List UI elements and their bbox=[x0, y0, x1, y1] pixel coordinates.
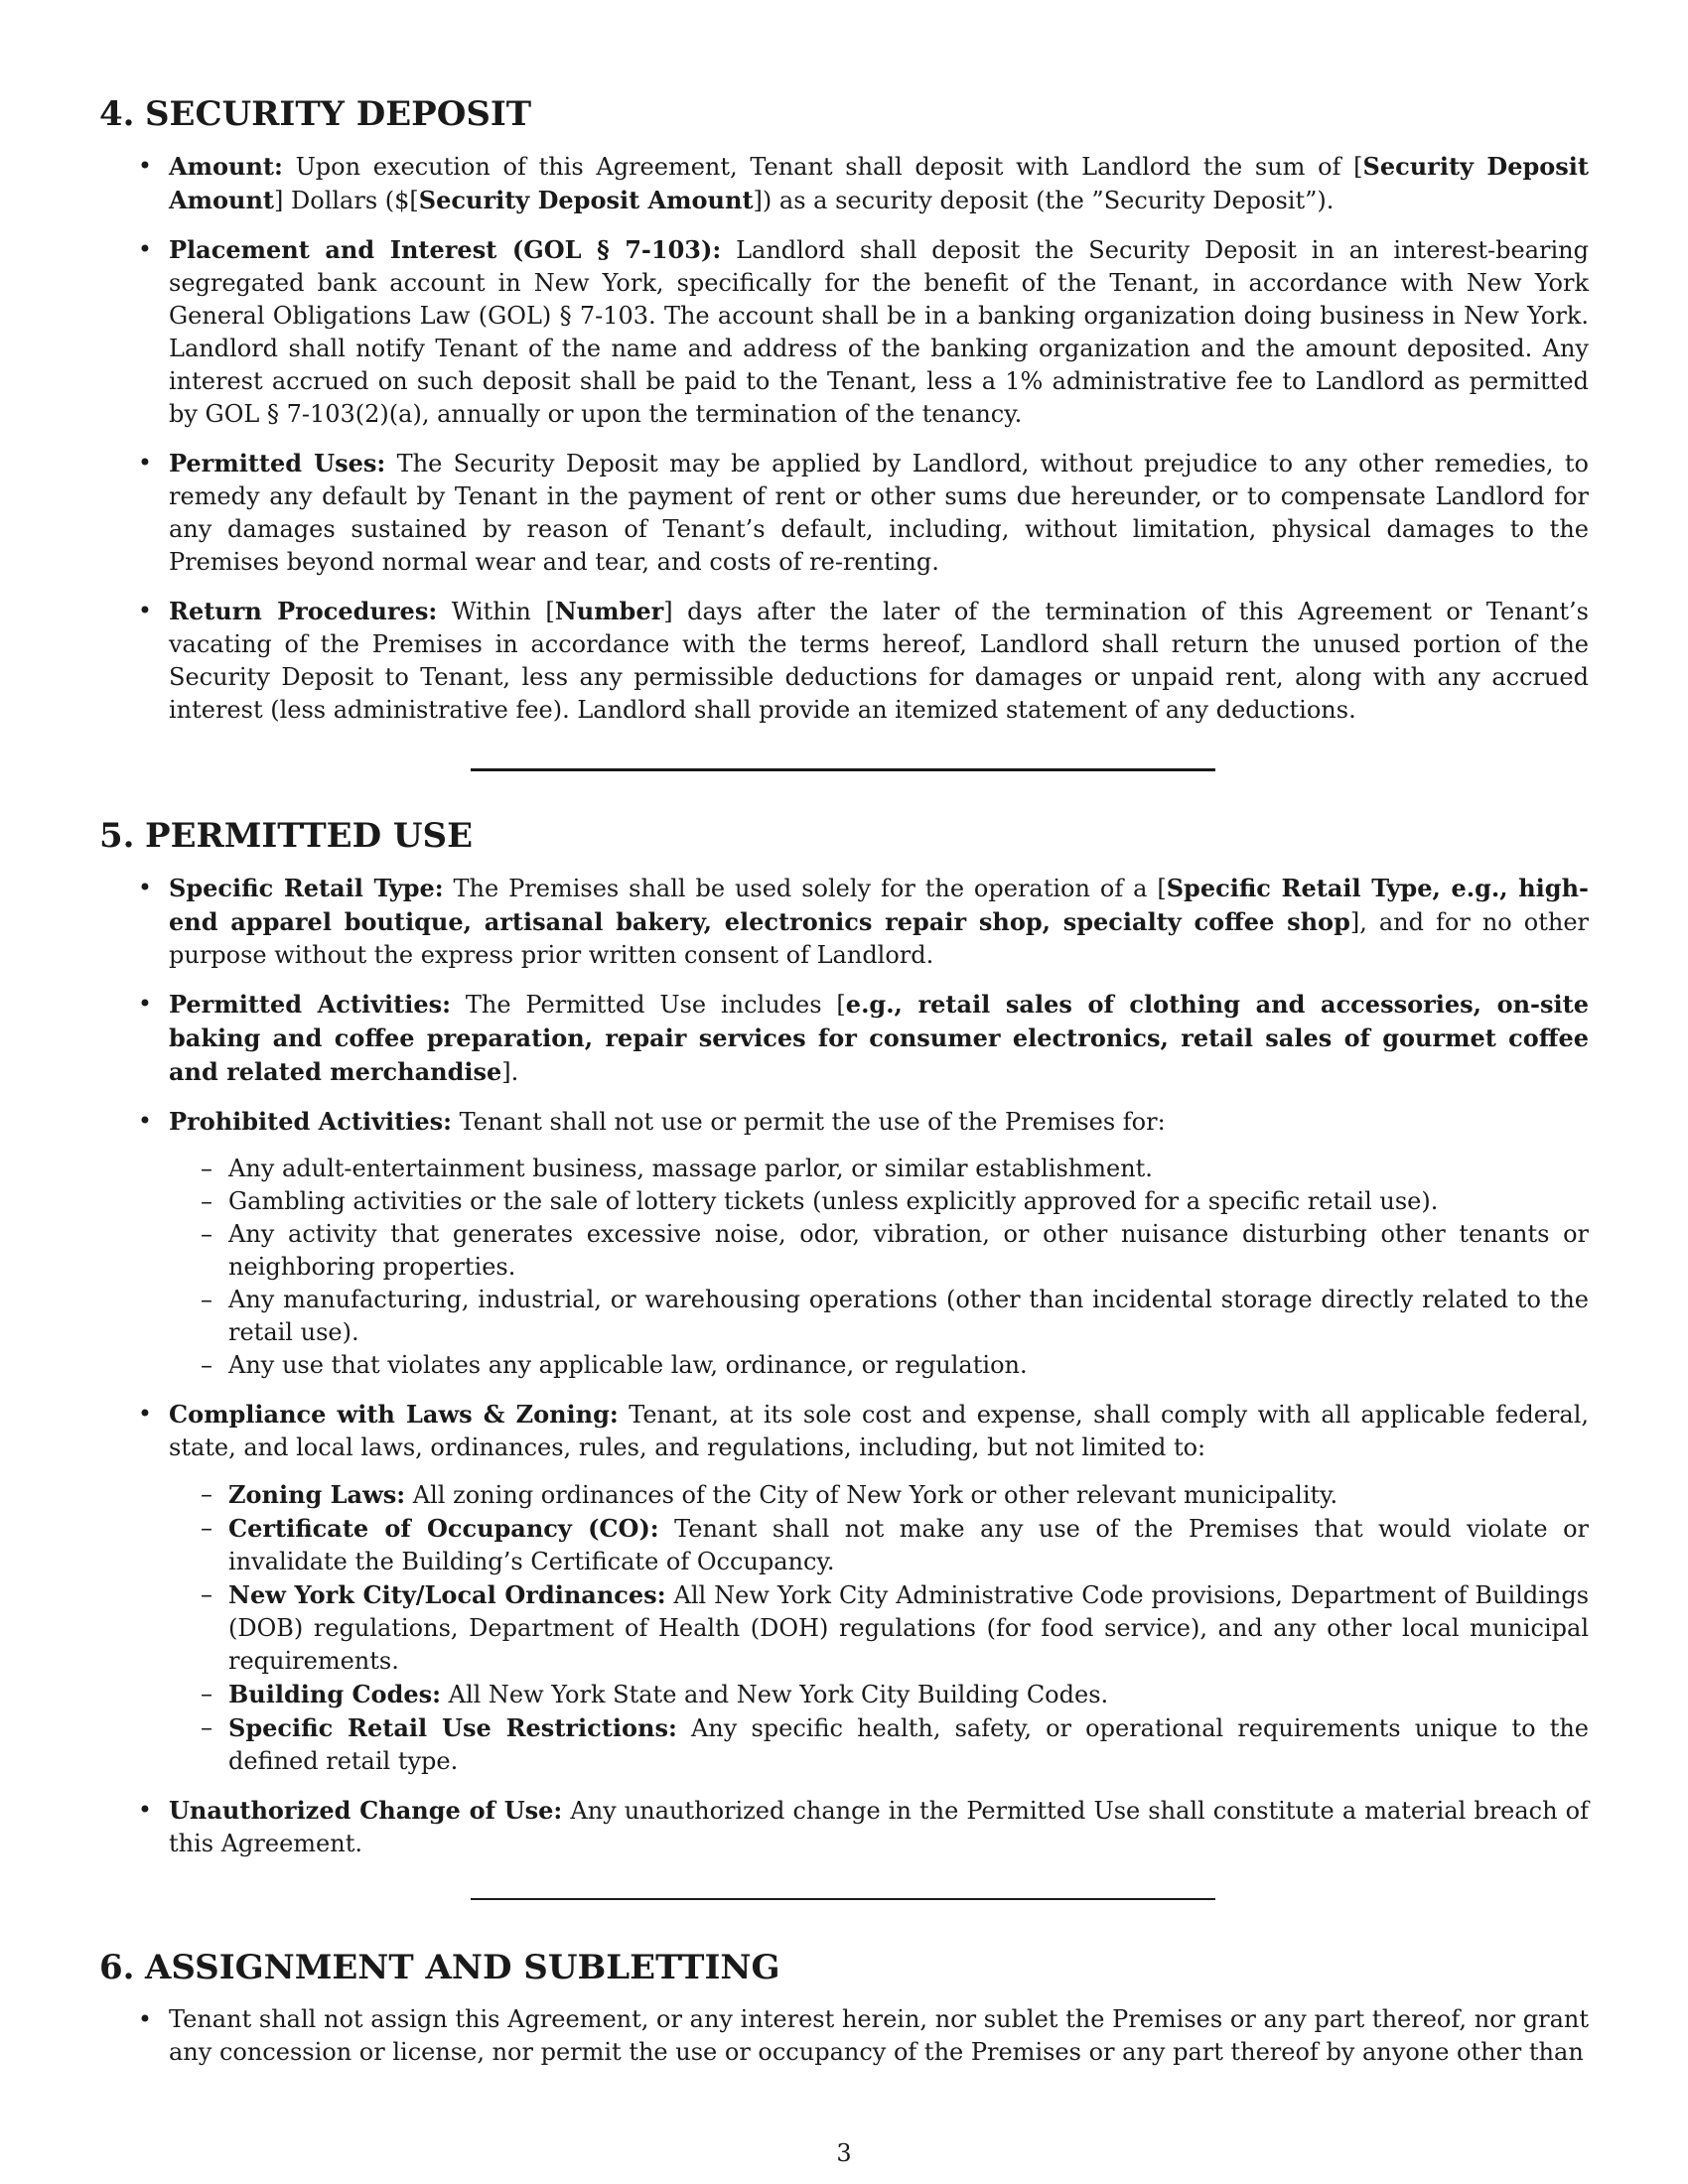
text-run: ] days after the later of the termination of this Agreement or Tenant’s vacating of the Premises in accordance with the terms hereof, Landlord shall return the unused portion of the Security Deposit to Tenant, less any permissible deductions for damages or unpaid rent, along with any accrued interest (less administrative fee). Landlord shall provide an itemized statement of any deductions. bbox=[169, 598, 1590, 724]
dash-icon: – bbox=[201, 1514, 212, 1542]
list-item bbox=[99, 1105, 1589, 1382]
section-title: SECURITY DEPOSIT bbox=[145, 94, 532, 134]
text-run: ]) as a security deposit (the ”Security Deposit”). bbox=[753, 187, 1335, 214]
bold-term: Number bbox=[554, 597, 664, 625]
dash-icon: – bbox=[201, 1351, 212, 1379]
section-number: 5. bbox=[99, 816, 135, 856]
dash-icon: – bbox=[201, 1187, 212, 1215]
text-run: Any activity that generates excessive noise, odor, vibration, or other nuisance disturbing other tenants or neighboring properties. bbox=[228, 1220, 1589, 1281]
bold-term: New York City/Local Ordinances: bbox=[228, 1580, 666, 1609]
list-item bbox=[99, 1794, 1589, 1860]
list-item bbox=[99, 595, 1589, 727]
text-run: Any manufacturing, industrial, or warehousing operations (other than incidental storage directly related to the retail use). bbox=[228, 1286, 1589, 1346]
section-title: PERMITTED USE bbox=[145, 816, 474, 856]
section-heading bbox=[99, 814, 1589, 858]
list-item bbox=[99, 447, 1589, 579]
sub-list-item bbox=[169, 1711, 1589, 1778]
text-run: ], and for no other purpose without the express prior written consent of Landlord. bbox=[169, 908, 1590, 969]
bold-term: e.g., retail sales of clothing and accessories, on-site baking and coffee preparation, repair services for consumer electronics, retail sales of gourmet coffee and related merchandise bbox=[169, 990, 1590, 1086]
bullet-list bbox=[99, 150, 1589, 727]
section-permitted-use bbox=[99, 814, 1589, 1876]
bullet-icon: • bbox=[137, 597, 153, 624]
bullet-icon: • bbox=[137, 1400, 153, 1428]
sub-list-item bbox=[169, 1284, 1589, 1349]
bullet-icon: • bbox=[137, 2005, 153, 2033]
list-item bbox=[99, 988, 1589, 1089]
bold-term: Permitted Uses: bbox=[169, 449, 386, 478]
bold-term: Security Deposit Amount bbox=[169, 152, 1589, 214]
sub-list-item bbox=[169, 1218, 1589, 1284]
text-run: Tenant, at its sole cost and expense, shall comply with all applicable federal, state, and local laws, ordinances, rules, and regulations, including, but not limited to: bbox=[169, 1401, 1589, 1461]
bold-term: Amount: bbox=[169, 152, 283, 181]
text-run: Tenant shall not use or permit the use of the Premises for: bbox=[452, 1108, 1166, 1136]
text-run: The Security Deposit may be applied by Landlord, without prejudice to any other remedies, to remedy any default by Tenant in the payment of rent or other sums due hereunder, or to compensate Landlord for any damages sustained by reason of Tenant’s default, including, without limitation, physical damages to the Premises beyond normal wear and tear, and costs of re-renting. bbox=[169, 450, 1589, 576]
page-number: 3 bbox=[836, 2139, 852, 2167]
section-number: 4. bbox=[99, 94, 135, 134]
text-run: All zoning ordinances of the City of New York or other relevant municipality. bbox=[405, 1481, 1338, 1509]
section-divider bbox=[471, 1898, 1215, 1900]
bullet-list bbox=[99, 2003, 1589, 2069]
section-title: ASSIGNMENT AND SUBLETTING bbox=[145, 1948, 780, 1987]
bold-term: Zoning Laws: bbox=[228, 1480, 406, 1509]
text-run: The Permitted Use includes [ bbox=[451, 991, 846, 1019]
sub-list bbox=[169, 1153, 1589, 1382]
bullet-icon: • bbox=[137, 1107, 153, 1135]
list-item bbox=[99, 1398, 1589, 1778]
bullet-icon: • bbox=[137, 990, 153, 1018]
text-run: Any use that violates any applicable law, ordinance, or regulation. bbox=[228, 1351, 1028, 1379]
bullet-icon: • bbox=[137, 874, 153, 901]
text-run: ] Dollars ($[ bbox=[274, 187, 419, 214]
text-run: The Premises shall be used solely for the operation of a [ bbox=[443, 875, 1167, 902]
dash-icon: – bbox=[201, 1480, 212, 1508]
sub-list-item bbox=[169, 1185, 1589, 1218]
bold-term: Placement and Interest (GOL § 7-103): bbox=[169, 235, 722, 264]
section-security-deposit bbox=[99, 92, 1589, 743]
bold-term: Specific Retail Type, e.g., high-end apparel boutique, artisanal bakery, electronics repair shop, specialty coffee shop bbox=[169, 874, 1589, 936]
text-run: Any specific health, safety, or operational requirements unique to the defined retail type. bbox=[228, 1714, 1590, 1775]
list-item bbox=[99, 150, 1589, 217]
bold-term: Certificate of Occupancy (CO): bbox=[228, 1514, 659, 1543]
text-run: Any adult-entertainment business, massage parlor, or similar establishment. bbox=[228, 1155, 1153, 1182]
sub-list-item bbox=[169, 1678, 1589, 1711]
text-run: Tenant shall not make any use of the Premises that would violate or invalidate the Building’s Certificate of Occupancy. bbox=[228, 1515, 1589, 1575]
dash-icon: – bbox=[201, 1155, 212, 1182]
section-assignment-subletting bbox=[99, 1946, 1589, 2085]
bullet-icon: • bbox=[137, 1796, 153, 1824]
dash-icon: – bbox=[201, 1713, 212, 1741]
list-item bbox=[99, 233, 1589, 431]
text-run: ]. bbox=[501, 1058, 519, 1086]
bold-term: Prohibited Activities: bbox=[169, 1107, 452, 1136]
bold-term: Specific Retail Type: bbox=[169, 874, 444, 902]
bold-term: Compliance with Laws & Zoning: bbox=[169, 1400, 619, 1429]
text-run: All New York City Administrative Code provisions, Department of Buildings (DOB) regulations, Department of Health (DOH) regulations (for food service), and any other local municipal requirements. bbox=[228, 1581, 1590, 1675]
bold-term: Permitted Activities: bbox=[169, 990, 451, 1019]
section-heading bbox=[99, 92, 1589, 136]
bullet-icon: • bbox=[137, 449, 153, 477]
section-heading bbox=[99, 1946, 1589, 1989]
bullet-icon: • bbox=[137, 235, 153, 263]
text-run: Within [ bbox=[437, 598, 555, 625]
dash-icon: – bbox=[201, 1286, 212, 1313]
dash-icon: – bbox=[201, 1680, 212, 1707]
text-run: All New York State and New York City Building Codes. bbox=[440, 1681, 1109, 1708]
sub-list-item bbox=[169, 1349, 1589, 1382]
bold-term: Return Procedures: bbox=[169, 597, 438, 625]
sub-list-item bbox=[169, 1578, 1589, 1678]
section-number: 6. bbox=[99, 1948, 135, 1987]
bullet-icon: • bbox=[137, 152, 153, 180]
bold-term: Specific Retail Use Restrictions: bbox=[228, 1713, 677, 1742]
section-divider bbox=[471, 768, 1215, 771]
sub-list-item bbox=[169, 1512, 1589, 1578]
bullet-list bbox=[99, 872, 1589, 1860]
sub-list-item bbox=[169, 1153, 1589, 1185]
text-run: Gambling activities or the sale of lottery tickets (unless explicitly approved for a specific retail use). bbox=[228, 1187, 1439, 1215]
dash-icon: – bbox=[201, 1580, 212, 1608]
list-item bbox=[99, 872, 1589, 972]
text-run: Landlord shall deposit the Security Deposit in an interest-bearing segregated bank account in New York, specifically for the benefit of the Tenant, in accordance with New York General Obligations Law (GOL) § 7-103. The account shall be in a banking organization doing business in New York. Landlord shall notify Tenant of the name and address of the banking organization and the amount deposited. Any interest accrued on such deposit shall be paid to the Tenant, less a 1% administrative fee to Landlord as permitted by GOL § 7-103(2)(a), annually or upon the termination of the tenancy. bbox=[169, 236, 1589, 428]
dash-icon: – bbox=[201, 1220, 212, 1248]
bold-term: Security Deposit Amount bbox=[418, 186, 754, 214]
list-item bbox=[99, 2003, 1589, 2069]
bold-term: Unauthorized Change of Use: bbox=[169, 1796, 563, 1825]
text-run: Tenant shall not assign this Agreement, or any interest herein, nor sublet the Premises or any part thereof, nor grant any concession or license, nor permit the use or occupancy of the Premises or any part thereof by anyone other than bbox=[169, 2005, 1589, 2066]
text-run: Upon execution of this Agreement, Tenant shall deposit with Landlord the sum of [ bbox=[282, 153, 1363, 181]
text-run: Any unauthorized change in the Permitted Use shall constitute a material breach of this Agreement. bbox=[169, 1797, 1589, 1857]
sub-list-item bbox=[169, 1478, 1589, 1512]
sub-list bbox=[169, 1478, 1589, 1778]
bold-term: Building Codes: bbox=[228, 1680, 441, 1708]
